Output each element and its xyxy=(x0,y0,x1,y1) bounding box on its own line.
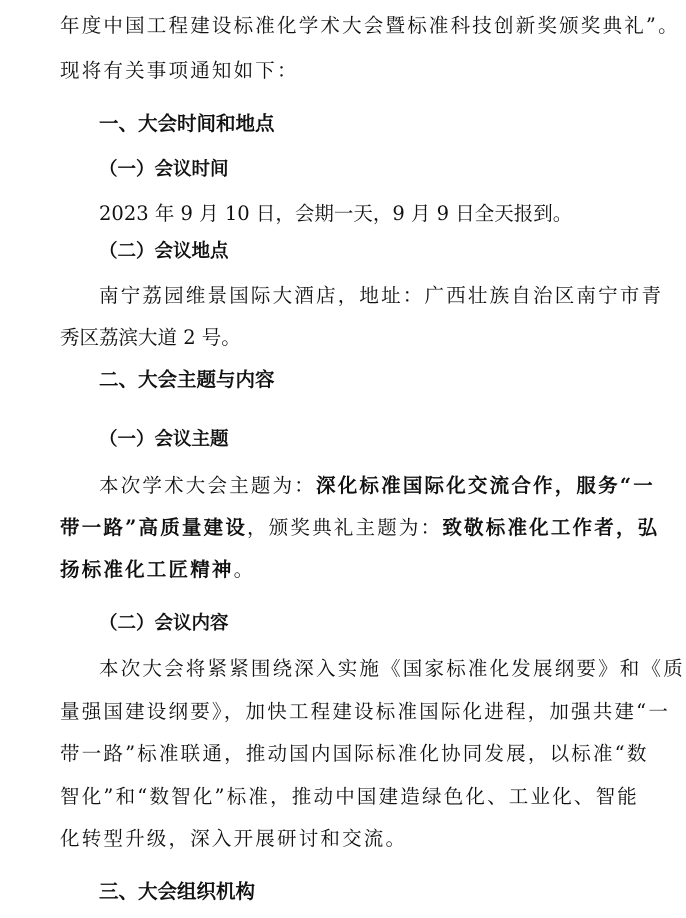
paragraph-line: 秀区荔滨大道 2 号。 xyxy=(60,326,241,349)
paragraph-line: 化转型升级，深入开展研讨和交流。 xyxy=(60,827,408,850)
paragraph-line: 本次大会将紧紧围绕深入实施《国家标准化发展纲要》和《质 xyxy=(99,657,685,680)
subsection-heading: （二）会议内容 xyxy=(99,613,229,634)
subsection-heading: （一）会议时间 xyxy=(99,159,229,180)
paragraph-line: 2023 年 9 月 10 日，会期一天，9 月 9 日全天报到。 xyxy=(99,202,573,225)
emphasis-text: 致敬标准化工作者，弘 xyxy=(442,516,660,539)
intro-paragraph-line: 年度中国工程建设标准化学术大会暨标准科技创新奖颁奖典礼”。 xyxy=(60,14,680,37)
paragraph-line: 带一路”标准联通，推动国内国际标准化协同发展，以标准“数 xyxy=(60,742,649,765)
paragraph-line xyxy=(60,557,255,583)
section-heading: 一、大会时间和地点 xyxy=(99,112,275,135)
text-run: 。 xyxy=(233,558,256,581)
paragraph-line xyxy=(99,473,655,499)
intro-paragraph-line: 现将有关事项通知如下： xyxy=(60,59,299,82)
paragraph-line: 南宁荔园维景国际大酒店，地址：广西壮族自治区南宁市青 xyxy=(99,284,664,307)
text-run: 本次学术大会主题为： xyxy=(99,474,317,497)
paragraph-line: 智化”和“数智化”标准，推动中国建造绿色化、工业化、智能 xyxy=(60,785,640,808)
emphasis-text: 深化标准国际化交流合作，服务“一 xyxy=(316,474,655,497)
text-run: ，颁奖典礼主题为： xyxy=(247,516,443,539)
paragraph-line: 量强国建设纲要》，加快工程建设标准国际化进程，加强共建“一 xyxy=(60,700,671,723)
section-heading: 二、大会主题与内容 xyxy=(99,368,275,391)
section-heading: 三、大会组织机构 xyxy=(99,880,256,903)
subsection-heading: （一）会议主题 xyxy=(99,429,229,450)
emphasis-text: 带一路”高质量建设 xyxy=(60,516,248,539)
paragraph-line xyxy=(60,515,659,541)
emphasis-text: 扬标准化工匠精神 xyxy=(60,558,234,581)
subsection-heading: （二）会议地点 xyxy=(99,241,229,262)
